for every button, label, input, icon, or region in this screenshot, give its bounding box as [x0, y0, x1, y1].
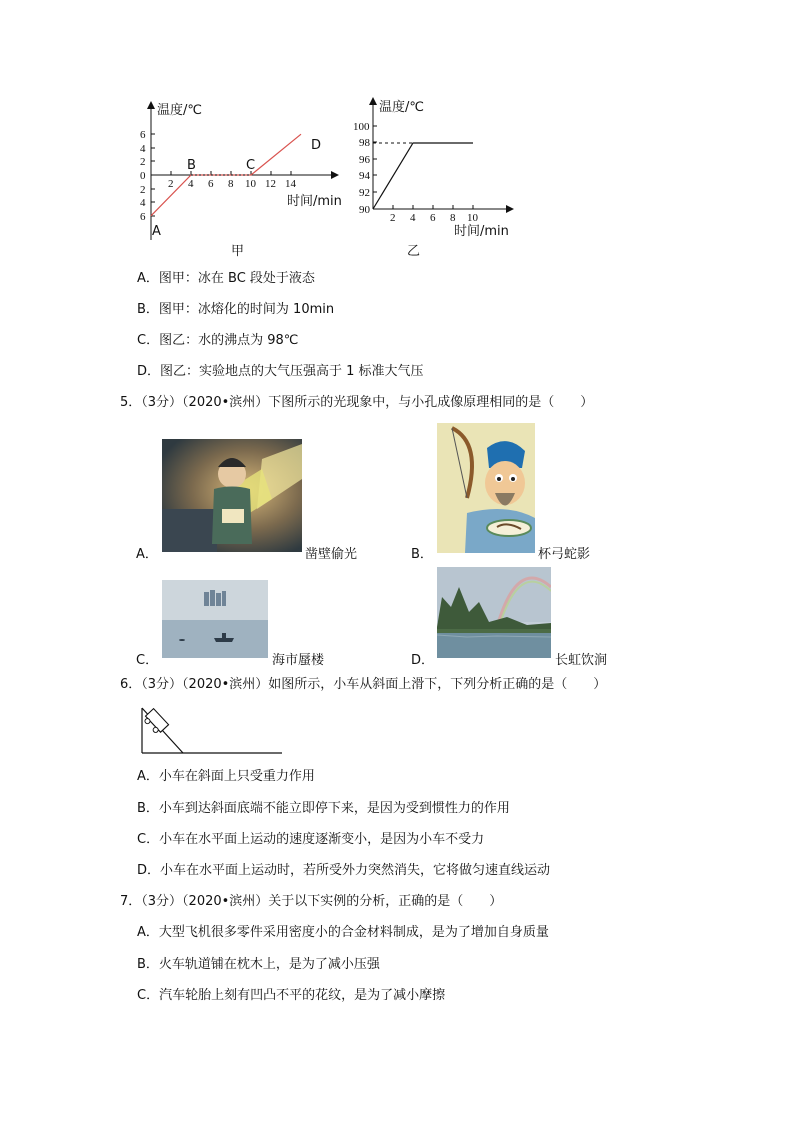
picture-beigong-sheying — [437, 423, 535, 553]
q5-option-d-letter: D． — [411, 653, 435, 668]
graph-yi — [350, 95, 530, 245]
q5-option-c-caption: 海市蜃楼 — [272, 653, 325, 668]
jia-xtick: 8 — [228, 178, 234, 190]
jia-ylabel: 温度/℃ — [157, 103, 202, 118]
point-label-c: C — [246, 158, 256, 173]
jia-ytick: 4 — [140, 143, 146, 155]
q7-option-a: A．大型飞机很多零件采用密度小的合金材料制成，是为了增加自身质量 — [137, 925, 549, 940]
yi-ytick: 96 — [359, 154, 370, 166]
graph-jia — [130, 95, 360, 265]
q5-option-b-letter: B． — [411, 547, 433, 562]
yi-xlabel: 时间/min — [454, 224, 509, 239]
jia-ytick: 2 — [140, 156, 146, 168]
q7-stem: 7．（3分）（2020•滨州）关于以下实例的分析，正确的是（ ） — [120, 894, 503, 909]
yi-xtick: 2 — [390, 212, 396, 224]
q5-option-a-letter: A． — [136, 547, 158, 562]
q6-option-a: A．小车在斜面上只受重力作用 — [137, 769, 315, 784]
graph-jia-caption: 甲 — [231, 244, 245, 259]
q5-stem: 5．（3分）（2020•滨州）下图所示的光现象中，与小孔成像原理相同的是（ ） — [120, 395, 594, 410]
jia-xtick: 6 — [208, 178, 214, 190]
q5-option-d-caption: 长虹饮涧 — [555, 653, 608, 668]
q4-option-d: D．图乙：实验地点的大气压强高于 1 标准大气压 — [137, 364, 424, 379]
q7-option-c: C．汽车轮胎上刻有凹凸不平的花纹，是为了减小摩擦 — [137, 988, 446, 1003]
picture-zaobi-touguang — [162, 439, 302, 552]
q4-option-c: C．图乙：水的沸点为 98℃ — [137, 333, 299, 348]
graph-yi-caption: 乙 — [407, 244, 421, 259]
incline-figure — [138, 700, 288, 760]
yi-ytick: 100 — [353, 121, 370, 133]
jia-xtick: 2 — [168, 178, 174, 190]
yi-ylabel: 温度/℃ — [379, 100, 424, 115]
q5-option-c-letter: C． — [136, 653, 159, 668]
q5-option-b-caption: 杯弓蛇影 — [538, 547, 591, 562]
jia-xtick: 12 — [265, 178, 276, 190]
q7-option-b: B．火车轨道铺在枕木上，是为了减小压强 — [137, 957, 380, 972]
yi-xtick: 4 — [410, 212, 416, 224]
jia-xtick: 4 — [188, 178, 194, 190]
q4-option-b: B．图甲：冰熔化的时间为 10min — [137, 302, 335, 317]
yi-xtick: 10 — [467, 212, 478, 224]
point-label-a: A — [152, 224, 161, 239]
picture-haishi-shenlou — [162, 580, 268, 658]
yi-ytick: 98 — [359, 137, 370, 149]
point-label-b: B — [187, 158, 196, 173]
q4-option-a: A．图甲：冰在 BC 段处于液态 — [137, 271, 315, 286]
jia-ytick: 6 — [140, 129, 146, 141]
jia-ytick: 6 — [140, 211, 146, 223]
jia-ytick: 2 — [140, 184, 146, 196]
jia-ytick: 0 — [140, 170, 146, 182]
picture-changhong-yinjian — [437, 567, 551, 658]
yi-ytick: 90 — [359, 204, 370, 216]
yi-ytick: 94 — [359, 170, 370, 182]
yi-xtick: 6 — [430, 212, 436, 224]
q6-option-b: B．小车到达斜面底端不能立即停下来，是因为受到惯性力的作用 — [137, 801, 510, 816]
q6-stem: 6．（3分）（2020•滨州）如图所示，小车从斜面上滑下，下列分析正确的是（ ） — [120, 677, 607, 692]
jia-xtick: 10 — [245, 178, 256, 190]
jia-xtick: 14 — [285, 178, 296, 190]
yi-ytick: 92 — [359, 187, 370, 199]
q5-option-a-caption: 凿壁偷光 — [305, 547, 358, 562]
point-label-d: D — [311, 138, 322, 153]
jia-ytick: 4 — [140, 197, 146, 209]
yi-curve — [373, 143, 473, 209]
yi-xtick: 8 — [450, 212, 456, 224]
jia-xlabel: 时间/min — [287, 194, 342, 209]
q6-option-c: C．小车在水平面上运动的速度逐渐变小，是因为小车不受力 — [137, 832, 485, 847]
q6-option-d: D．小车在水平面上运动时，若所受外力突然消失，它将做匀速直线运动 — [137, 863, 551, 878]
